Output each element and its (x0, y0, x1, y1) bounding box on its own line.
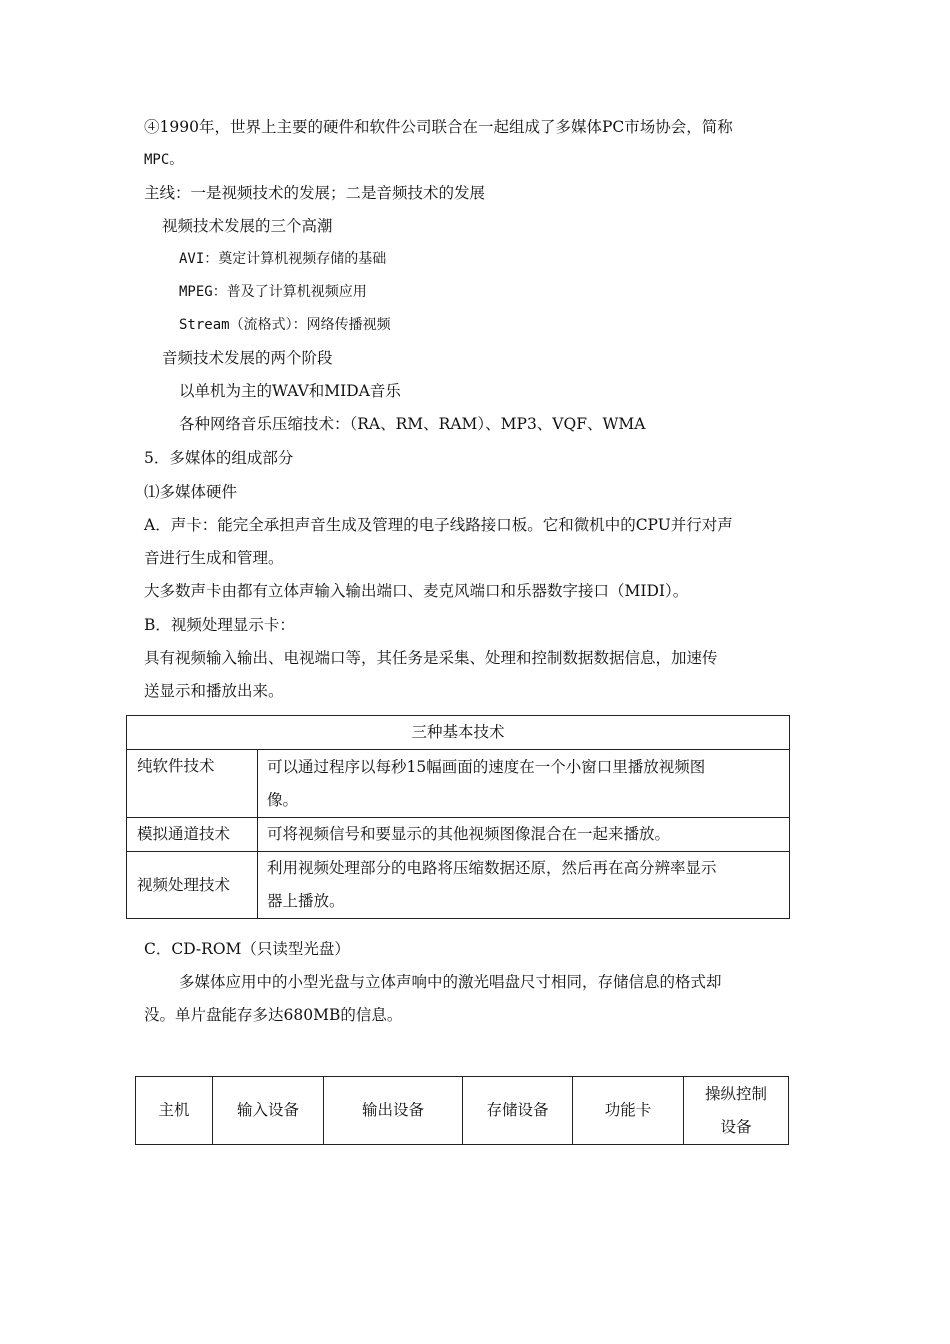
component-cell: 存储设备 (463, 1077, 573, 1145)
videocard-title: B．视频处理显示卡： (144, 616, 295, 634)
soundcard-line1: A．声卡：能完全承担声音生成及管理的电子线路接口板。它和微机中的CPU并行对声 (144, 516, 733, 534)
video-item-mpeg: MPEG：普及了计算机视频应用 (179, 284, 367, 300)
component-cell: 输入设备 (213, 1077, 324, 1145)
cdrom-line1: 多媒体应用中的小型光盘与立体声响中的激光唱盘尺寸相同，存储信息的格式却 (179, 973, 722, 991)
video-item-stream: Stream（流格式）：网络传播视频 (179, 317, 391, 333)
videocard-line1: 具有视频输入输出、电视端口等，其任务是采集、处理和控制数据数据信息，加速传 (144, 649, 718, 667)
table-row (127, 750, 790, 818)
para-1990-line1: ④1990年，世界上主要的硬件和软件公司联合在一起组成了多媒体PC市场协会，简称 (144, 118, 733, 136)
table-row (127, 852, 790, 919)
table-row (127, 716, 790, 750)
tech-desc-cell (258, 750, 790, 818)
component-cell: 功能卡 (573, 1077, 684, 1145)
audio-heading: 音频技术发展的两个阶段 (162, 349, 333, 367)
component-cell: 主机 (136, 1077, 213, 1145)
cdrom-title: C．CD-ROM（只读型光盘） (144, 940, 350, 958)
audio-item-wav: 以单机为主的WAV和MIDA音乐 (179, 382, 401, 400)
section5-subtitle: ⑴多媒体硬件 (144, 483, 238, 501)
para-1990-line2: MPC。 (144, 152, 184, 168)
tech-desc-cell: 可将视频信号和要显示的其他视频图像混合在一起来播放。 (258, 818, 790, 852)
component-cell (684, 1077, 789, 1145)
video-item-avi: AVI：奠定计算机视频存储的基础 (179, 251, 387, 267)
audio-item-network: 各种网络音乐压缩技术：（RA、RM、RAM）、MP3、VQF、WMA (179, 415, 646, 433)
component-cell-line: 设备 (720, 1117, 752, 1136)
soundcard-line3: 大多数声卡由都有立体声输入输出端口、麦克风端口和乐器数字接口（MIDI）。 (144, 582, 689, 600)
section5-title: 5．多媒体的组成部分 (144, 449, 294, 467)
tech-desc-cell (258, 852, 790, 919)
component-cell: 输出设备 (324, 1077, 463, 1145)
tech-desc-line: 器上播放。 (267, 892, 345, 910)
tech-table (126, 715, 790, 919)
cdrom-line2: 没。单片盘能存多达680MB的信息。 (144, 1006, 403, 1024)
table-row (127, 818, 790, 852)
table-row (136, 1077, 789, 1145)
tech-desc-line: 可以通过程序以每秒15幅画面的速度在一个小窗口里播放视频图 (267, 757, 706, 776)
videocard-line2: 送显示和播放出来。 (144, 682, 284, 700)
tech-name-cell: 视频处理技术 (127, 852, 258, 919)
tech-table-header: 三种基本技术 (127, 716, 790, 750)
tech-desc-line: 利用视频处理部分的电路将压缩数据还原，然后再在高分辨率显示 (267, 859, 717, 877)
components-table (135, 1076, 789, 1145)
mainline-text: 主线：一是视频技术的发展；二是音频技术的发展 (144, 184, 486, 202)
tech-name-cell: 模拟通道技术 (127, 818, 258, 852)
video-heading: 视频技术发展的三个高潮 (162, 217, 333, 235)
component-cell-line: 操纵控制 (704, 1084, 767, 1103)
soundcard-line2: 音进行生成和管理。 (144, 549, 284, 567)
tech-desc-line: 像。 (267, 790, 299, 809)
tech-name-cell: 纯软件技术 (127, 750, 258, 818)
